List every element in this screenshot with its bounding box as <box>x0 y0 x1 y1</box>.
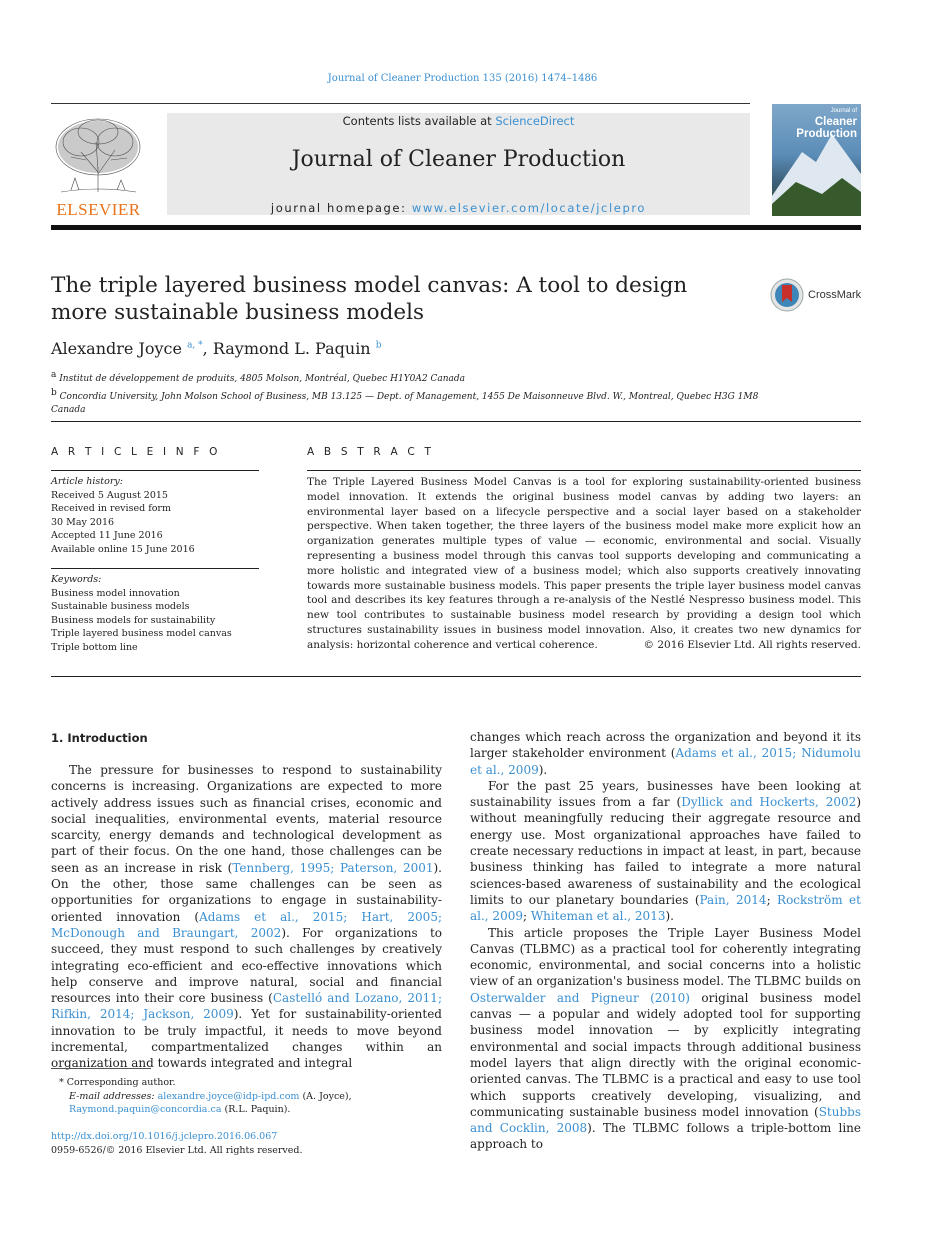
author-affiliation-mark[interactable]: b <box>375 340 382 351</box>
text-run: ; <box>522 909 531 924</box>
citation-link[interactable]: Whiteman et al., 2013 <box>530 909 666 924</box>
author-affiliation-mark[interactable]: a, * <box>187 340 203 351</box>
email-note <box>51 1090 451 1117</box>
citation-link[interactable]: Stubbs and Cocklin, 2008 <box>470 1104 861 1136</box>
email-link[interactable]: alexandre.joyce@idp-ipd.com <box>157 1090 300 1102</box>
text-run: ) without meaningfully reducing their aggregate resource and energy use. Most organizational approaches have failed to create necessary reductions in impact at least, in part, because business thinking has failed to integrate a more natural sciences-based awareness of sustainability and the ecological limits to our planetary boundaries ( <box>470 795 861 907</box>
cover-small-title: Journal of <box>830 108 857 114</box>
email-owner: (R.L. Paquin). <box>221 1104 291 1115</box>
history-item: Received 5 August 2015 <box>51 489 168 501</box>
text-run: ). Yet for sustainability-oriented innovation to be truly impactful, it needs to move beyond incremental, compartmentalized changes within an organization and towards integrated and integral <box>51 1007 442 1071</box>
cover-title-line2: Production <box>796 128 857 140</box>
sciencedirect-link[interactable]: ScienceDirect <box>495 114 575 128</box>
text-run: ). On the other, those same challenges can be seen as opportunities for organizations to engage in sustainability-oriented innovation ( <box>51 860 442 924</box>
homepage-link[interactable]: www.elsevier.com/locate/jclepro <box>411 201 647 215</box>
header-rule <box>51 103 750 104</box>
text-run: For the past 25 years, businesses have been looking at sustainability issues from a far ( <box>470 778 861 810</box>
crossmark-label[interactable]: CrossMark <box>808 289 862 301</box>
article-title: The triple layered business model canvas: A tool to design more sustainable business models <box>51 273 688 325</box>
author-separator: , <box>202 339 213 358</box>
keyword-item: Business model innovation <box>51 587 180 599</box>
text-run: original business model canvas — a popular and widely adopted tool for supporting business model innovation — by explicitly integrating environmental and social impacts through additional business model layers that align directly with the original economic-oriented canvas. The TLBMC is a practical and easy to use tool which supports creatively developing, visualizing, and communicating sustainable business model innovation ( <box>470 990 861 1119</box>
author-name: Alexandre Joyce <box>51 339 182 358</box>
keyword-item: Triple layered business model canvas <box>51 628 232 639</box>
citation-link[interactable]: Castelló and Lozano, 2011; Rifkin, 2014; Jackson, 2009 <box>51 991 442 1022</box>
affiliation-a <box>51 369 771 387</box>
citation-link[interactable]: Adams et al., 2015; Nidumolu et al., 2009 <box>470 746 862 777</box>
homepage-line <box>167 201 750 215</box>
corresponding-author-note <box>51 1076 451 1090</box>
history-label: Article history: <box>51 476 123 487</box>
homepage-prefix: journal homepage: <box>270 201 412 215</box>
citation-link[interactable]: Tennberg, 1995; Paterson, 2001 <box>232 860 434 875</box>
citation-link[interactable]: Osterwalder and Pigneur (2010) <box>470 990 690 1005</box>
text-run: ). The TLBMC follows a triple-bottom line approach to <box>470 1121 861 1152</box>
text-run: The pressure for businesses to respond to sustainability concerns is increasing. Organizations are expected to more actively address issues such as financial crises, economic and social inequalities, environmental events, material resource scarcity, energy demands and technological development as part of their focus. On the one hand, those challenges can be seen as an increase in risk ( <box>51 763 442 875</box>
journal-cover-image <box>772 104 861 216</box>
email-link[interactable]: Raymond.paquin@concordia.ca <box>69 1104 222 1115</box>
section-rule <box>51 676 861 677</box>
text-run: ). <box>538 762 548 777</box>
contents-prefix: Contents lists available at <box>342 114 496 128</box>
author-name: Raymond L. Paquin <box>212 339 371 358</box>
intro-paragraph <box>470 778 861 925</box>
doi-link[interactable]: http://dx.doi.org/10.1016/j.jclepro.2016.06.067 <box>51 1131 278 1142</box>
article-info-heading: A R T I C L E I N F O <box>51 446 221 458</box>
email-owner: (A. Joyce), <box>299 1090 352 1102</box>
abstract-copyright: © 2016 Elsevier Ltd. All rights reserved. <box>643 639 861 651</box>
footnote-mark: * <box>59 1077 64 1088</box>
text-run: ). For organizations to succeed, they must respond to such challenges by creatively integrating eco-efficient and eco-effective innovations which help conserve and improve natural, social and financial resources into their core business ( <box>51 925 442 1006</box>
section-rule <box>51 421 861 422</box>
history-item: Received in revised form <box>51 503 171 514</box>
affiliation-b <box>51 387 771 418</box>
footnote-rule <box>51 1068 151 1069</box>
abstract-heading: A B S T R A C T <box>307 446 435 458</box>
email-label: E-mail addresses: <box>69 1090 158 1102</box>
intro-paragraph <box>470 925 861 1153</box>
text-run: ). <box>665 909 674 924</box>
citation-link[interactable]: Adams et al., 2015; Hart, 2005; McDonough and Braungart, 2002 <box>51 909 442 940</box>
intro-paragraph-continued <box>470 729 861 778</box>
citation-link[interactable]: Dyllick and Hockerts, 2002 <box>681 795 857 810</box>
author-list <box>51 339 381 358</box>
affiliation-mark: a <box>51 370 57 380</box>
keywords-rule <box>51 568 259 569</box>
keyword-item: Triple bottom line <box>51 641 138 653</box>
cover-title-line1: Cleaner <box>814 116 857 128</box>
article-history <box>51 475 261 556</box>
history-item: Available online 15 June 2016 <box>51 543 195 555</box>
citation-link[interactable]: Rockström et al., 2009 <box>470 892 861 924</box>
text-run: changes which reach across the organization and beyond it its larger stakeholder environment ( <box>470 730 861 761</box>
text-run: ; <box>766 892 778 907</box>
contents-line <box>167 114 750 128</box>
body-column-right <box>470 729 861 1153</box>
abstract-text: The Triple Layered Business Model Canvas is a tool for exploring sustainability-oriented business model innovation. It extends the original business model canvas by adding two layers: an environmental layer based on a lifecycle perspective and a social layer based on a stakeholder perspective. When taken together, the three layers of the business model make more explicit how an organization generates multiple types of value — economic, environmental and social. Visually representing a business model through this canvas tool supports developing and communicating a more holistic and integrated view of a business model; which also supports creatively innovating towards more sustainable business models. This paper presents the triple layer business model canvas tool and describes its key features through a re-analysis of the Nestlé Nespresso business model. This new tool contributes to sustainable business model research by providing a design tool which structures sustainability issues in business model innovation. Also, it creates two new dynamics for analysis: horizontal coherence and vertical coherence. <box>307 476 861 651</box>
affiliation-text: Institut de développement de produits, 4805 Molson, Montréal, Quebec H1Y0A2 Canada <box>59 374 465 384</box>
intro-paragraph <box>51 762 442 1072</box>
article-info-rule <box>51 470 259 471</box>
citation-link[interactable]: Pain, 2014 <box>699 892 767 907</box>
introduction-heading: 1. Introduction <box>51 731 148 745</box>
affiliations <box>51 369 771 418</box>
journal-title: Journal of Cleaner Production <box>291 147 626 172</box>
issn-copyright: 0959-6526/© 2016 Elsevier Ltd. All rights reserved. <box>51 1145 303 1156</box>
affiliation-mark: b <box>51 387 57 398</box>
cover-title <box>772 116 857 140</box>
header-thick-rule <box>51 225 861 230</box>
elsevier-wordmark: ELSEVIER <box>56 200 141 219</box>
body-column-left <box>51 762 442 1072</box>
keyword-item: Sustainable business models <box>51 601 190 612</box>
affiliation-text: Concordia University, John Molson School of Business, MB 13.125 — Dept. of Management, 1455 De Maisonneuve Blvd. W., Montreal, Quebec H3G 1M8 Canada <box>51 391 759 415</box>
footnote-text: Corresponding author. <box>63 1077 176 1088</box>
text-run: This article proposes the Triple Layer Business Model Canvas (TLBMC) as a practical tool for coherently integrating economic, environmental, and social concerns into a holistic view of an organization's business model. The TLBMC builds on <box>470 925 861 989</box>
history-item: 30 May 2016 <box>51 516 115 528</box>
keywords-label: Keywords: <box>51 574 102 585</box>
journal-reference-link[interactable]: Journal of Cleaner Production 135 (2016) 1474–1486 <box>327 73 598 84</box>
keywords <box>51 573 261 654</box>
keyword-item: Business models for sustainability <box>51 614 216 626</box>
history-item: Accepted 11 June 2016 <box>51 530 163 541</box>
footnote <box>51 1076 451 1117</box>
abstract-rule <box>307 470 861 471</box>
